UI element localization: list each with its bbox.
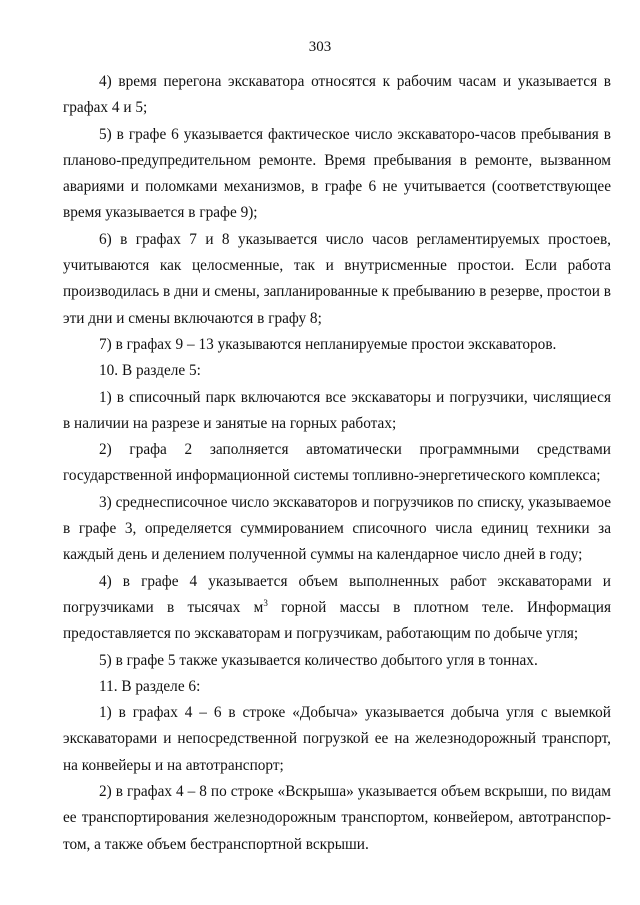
paragraph-item-4: 4) время перегона экскаватора относятся к рабочим часам и указывается в графах 4 и 5; — [63, 73, 611, 117]
section-5-item-4-after: горной массы в плотном теле. Информация предоставляется по экскаваторам и погрузчикам, работающим по добыче угля; — [63, 598, 611, 643]
section-6-heading: 11. В разделе 6: — [99, 677, 201, 695]
section-5-item-3: 3) среднесписочное число экскаваторов и погрузчиков по списку, указываемое в графе 3, определяется суммированием списочного числа единиц техники за каждый день и делением полученной суммы на календарное число дней в году; — [63, 493, 611, 564]
section-6-item-1: 1) в графах 4 – 6 в строке «Добыча» указывается добыча угля с выемкой экскаваторами и непосредственной погрузкой ее на железнодорожный транспорт, на конвейеры и на автотранспорт; — [63, 704, 611, 774]
section-5-item-4-before: 4) в графе 4 указывается объем выполненных работ экскаваторами и погрузчиками в тысячах м — [63, 572, 611, 616]
paragraph-item-5: 5) в графе 6 указывается фактическое число экскаваторо-часов пребывания в планово-предупредительном ремонте. Время пребывания в ремонте, вызванном авариями и поломками механизмов, в графе 6 не учитывается (соответствующее время указывается в графе 9); — [63, 125, 611, 222]
section-5-item-4 — [63, 569, 611, 648]
page-number: 303 — [308, 39, 332, 55]
cubic-superscript: 3 — [263, 597, 268, 608]
section-5-item-2: 2) графа 2 заполняется автоматически программными средствами государственной информационной системы топливно-энергетического комплекса; — [63, 441, 611, 485]
document-body — [63, 69, 611, 858]
paragraph-item-7: 7) в графах 9 – 13 указываются непланируемые простои экскаваторов. — [99, 335, 557, 353]
section-5-heading: 10. В разделе 5: — [99, 362, 201, 380]
section-6-item-2: 2) в графах 4 – 8 по строке «Вскрыша» указывается объем вскрыши, по видам ее транспортирования железнодорожным транспортом, конвейером, автотранспортом, а также объем бестранспортной вскрыши. — [63, 783, 611, 853]
paragraph-item-6: 6) в графах 7 и 8 указывается число часов регламентируемых простоев, учитываются как целосменные, так и внутрисменные простои. Если работа производилась в дни и смены, запланированные к пребыванию в резерве, простои в эти дни и смены включаются в графу 8; — [63, 230, 611, 327]
section-5-item-5: 5) в графе 5 также указывается количество добытого угля в тоннах. — [99, 651, 538, 669]
section-5-item-1: 1) в списочный парк включаются все экскаваторы и погрузчики, числящиеся в наличии на разрезе и занятые на горных работах; — [63, 388, 611, 432]
